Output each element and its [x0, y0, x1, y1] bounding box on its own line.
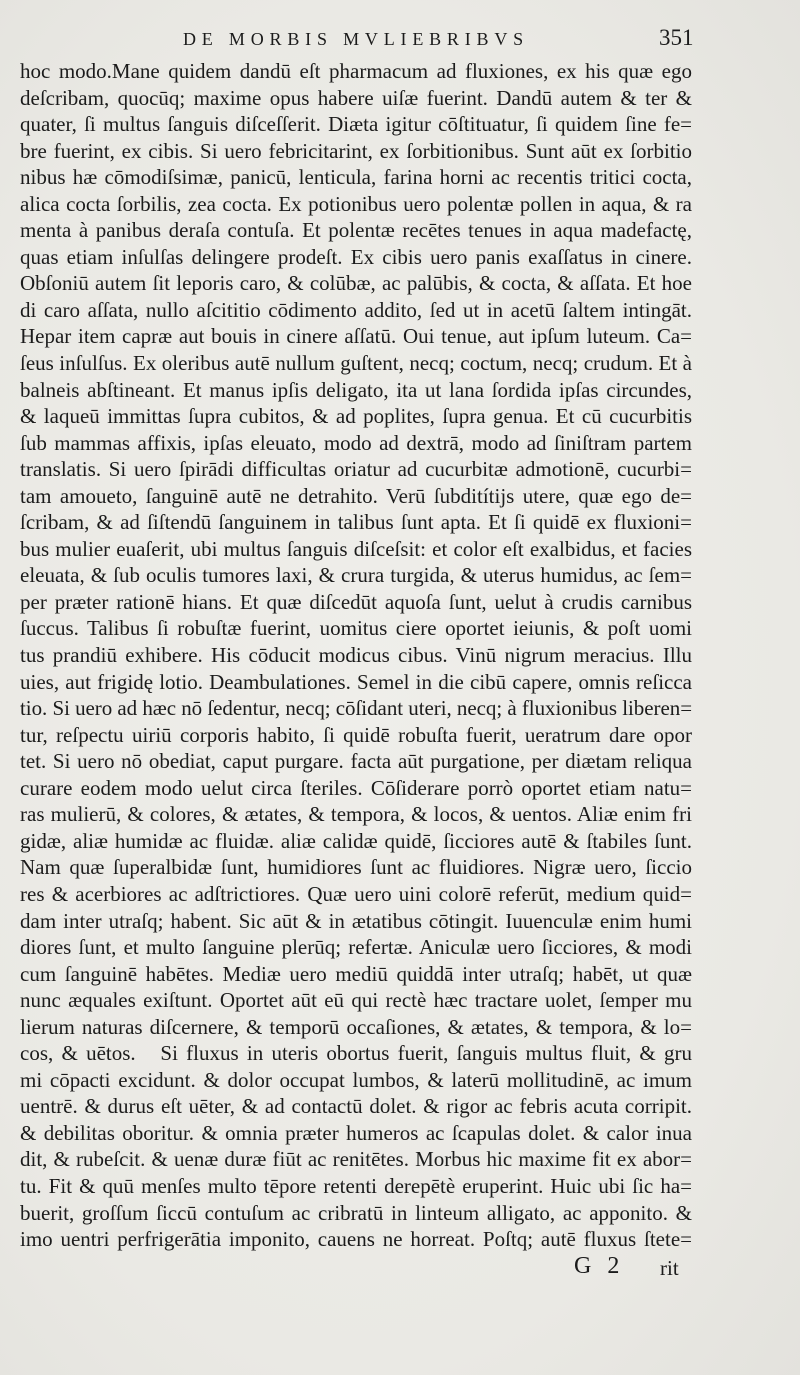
text-line	[20, 85, 692, 112]
text-line	[20, 536, 692, 563]
text-line-content: dit, & rubeſcit. & uenæ duræ fiūt ac renitētes. Morbus hic maxime fit ex abor=	[20, 1147, 692, 1172]
text-line	[20, 1093, 692, 1120]
text-line-content: ſeus inſulſus. Ex oleribus autē nullum guſtent, necq; coctum, necq; crudum. Et à	[20, 351, 692, 376]
text-line	[20, 748, 692, 775]
text-line-content: hoc modo.Mane quidem dandū eſt pharmacum ad fluxiones, ex his quæ ego	[20, 59, 692, 83]
text-line	[20, 722, 692, 749]
text-line	[20, 801, 692, 828]
text-line-content: nibus hæ cōmodiſsimæ, panicū, lenticula, farina horni ac recentis tritici cocta,	[20, 165, 692, 190]
text-line	[20, 164, 692, 191]
text-line	[20, 1226, 692, 1253]
text-line	[20, 562, 692, 589]
text-line	[20, 1173, 692, 1200]
text-line-content: imo uentri perfrigerātia imponito, cauens ne horreat. Poſtq; autē fluxus ſtete=	[20, 1227, 692, 1252]
text-line	[20, 350, 692, 377]
text-line	[20, 828, 692, 855]
text-line	[20, 403, 692, 430]
text-line-content: Obſoniū autem ſit leporis caro, & colūbæ, ac palūbis, & cocta, & aſſata. Et hoe	[20, 271, 692, 296]
catchword: rit	[660, 1256, 679, 1280]
text-line	[20, 509, 692, 536]
body-text	[20, 58, 692, 1253]
text-line-content: ſuccus. Talibus ſi robuſtæ fuerint, uomitus ciere oportet ieiunis, & poſt uomi	[20, 616, 692, 641]
text-line-content: tam amoueto, ſanguinē autē ne detrahito. Verū ſubditítijs utere, quæ ego de=	[20, 483, 692, 508]
text-line	[20, 881, 692, 908]
text-line	[20, 244, 692, 271]
text-line-content: menta à panibus deraſa contuſa. Et polentæ recētes tenues in aqua madefactę,	[20, 218, 692, 243]
text-line	[20, 961, 692, 988]
text-line	[20, 138, 692, 165]
text-line-content: uies, aut frigidę lotio. Deambulationes. Semel in die cibū capere, omnis reſicca	[20, 669, 692, 694]
text-line-content: Hepar item capræ aut bouis in cinere aſſatū. Oui tenue, aut ipſum luteum. Ca=	[20, 324, 692, 349]
text-line-content: translatis. Si uero ſpirādi difficultas oriatur ad cucurbitæ admotionē, cucurbi=	[20, 457, 692, 482]
text-line	[20, 589, 692, 616]
text-line-content: di caro aſſata, nullo aſcititio cōdimento addito, ſed ut in acetū ſaltem intingāt.	[20, 297, 692, 322]
text-line	[20, 908, 692, 935]
text-line-content: alica cocta ſorbilis, zea cocta. Ex potionibus uero polentæ pollen in aqua, & ra	[20, 191, 692, 216]
text-line	[20, 1200, 692, 1227]
text-line	[20, 270, 692, 297]
text-line	[20, 1120, 692, 1147]
text-line	[20, 934, 692, 961]
text-line-content: buerit, groſſum ſiccū contuſum ac cribratū in linteum alligato, ac apponito. &	[20, 1200, 692, 1225]
text-line-content: cum ſanguinē habētes. Mediæ uero mediū quiddā inter utraſq; habēt, ut quæ	[20, 961, 692, 986]
text-line	[20, 987, 692, 1014]
text-line	[20, 1014, 692, 1041]
text-line	[20, 217, 692, 244]
text-line	[20, 854, 692, 881]
text-line	[20, 377, 692, 404]
text-line-content: gidæ, aliæ humidæ ac fluidæ. aliæ calidæ quidē, ſicciores autē & ſtabiles ſunt.	[20, 828, 692, 853]
text-line-content: tet. Si uero nō obediat, caput purgare. facta aūt purgatione, per diætam reliqua	[20, 749, 692, 774]
text-line-content: tio. Si uero ad hæc nō ſedentur, necq; cōſidant uteri, necq; à fluxionibus liberen=	[20, 696, 692, 721]
text-line-content: ſub mammas affixis, ipſas eleuato, modo ad dextrā, modo ad ſiniſtram partem	[20, 430, 692, 455]
text-line	[20, 695, 692, 722]
text-line-content: deſcribam, quocūq; maxime opus habere uiſæ fuerint. Dandū autem & ter &	[20, 85, 692, 110]
text-line-content: ras mulierū, & colores, & ætates, & tempora, & locos, & uentos. Aliæ enim fri	[20, 802, 692, 827]
text-line	[20, 1146, 692, 1173]
text-line-content: quas etiam inſulſas delingere prodeſt. Ex cibis uero panis exaſſatus in cinere.	[20, 244, 692, 269]
text-line-content: uentrē. & durus eſt uēter, & ad contactū dolet. & rigor ac febris acuta corripit.	[20, 1094, 692, 1119]
text-line	[20, 191, 692, 218]
text-line-content: lierum naturas diſcernere, & temporū occaſiones, & ætates, & tempora, & lo=	[20, 1014, 692, 1039]
text-line-content: diores ſunt, et multo ſanguine plerūq; refertæ. Aniculæ uero ſicciores, & modi	[20, 935, 692, 960]
text-line-content: curare eodem modo uelut circa ſteriles. Cōſiderare porrò oportet etiam natu=	[20, 775, 692, 800]
text-line-content: tu. Fit & quū menſes multo tēpore retenti derepētè eruperint. Huic ubi ſic ha=	[20, 1173, 692, 1198]
text-line	[20, 323, 692, 350]
signature-mark: G 2	[574, 1253, 620, 1279]
text-line-content: ſcribam, & ad ſiſtendū ſanguinem in talibus ſunt apta. Et ſi quidē ex fluxioni=	[20, 510, 692, 535]
text-line	[20, 456, 692, 483]
running-title: DE MORBIS MVLIEBRIBVS	[183, 29, 529, 49]
text-line	[20, 775, 692, 802]
text-line-content: & debilitas oboritur. & omnia præter humeros ac ſcapulas dolet. & calor inua	[20, 1120, 692, 1145]
text-line	[20, 297, 692, 324]
text-line	[20, 1067, 692, 1094]
text-line	[20, 111, 692, 138]
text-line-content: mi cōpacti excidunt. & dolor occupat lumbos, & laterū mollitudinē, ac imum	[20, 1067, 692, 1092]
text-line	[20, 1040, 692, 1067]
text-line-content: per præter rationē hians. Et quæ diſcedūt aquoſa ſunt, uelut à crudis carnibus	[20, 589, 692, 614]
text-line-content: bus mulier euaſerit, ubi multus ſanguis diſceſsit: et color eſt exalbidus, et facies	[20, 536, 692, 561]
text-line	[20, 642, 692, 669]
text-line	[20, 483, 692, 510]
text-line	[20, 430, 692, 457]
text-line	[20, 669, 692, 696]
text-line-content: bre fuerint, ex cibis. Si uero febricitarint, ex ſorbitionibus. Sunt aūt ex ſorbitio	[20, 138, 692, 163]
text-line-content: quater, ſi multus ſanguis diſceſſerit. Diæta igitur cōſtituatur, ſi quidem ſine fe=	[20, 112, 692, 137]
text-line-content: cos, & uētos. Si fluxus in uteris obortus fuerit, ſanguis multus fluit, & gru	[20, 1041, 692, 1066]
text-line-content: Nam quæ ſuperalbidæ ſunt, humidiores ſunt ac fluidiores. Nigræ uero, ſiccio	[20, 855, 692, 880]
text-line-content: nunc æquales exiſtunt. Oportet aūt eū qui rectè hæc tractare uolet, ſemper mu	[20, 988, 692, 1013]
text-line-content: tur, reſpectu uiriū corporis habito, ſi quidē robuſta fuerit, ueratrum dare opor	[20, 722, 692, 747]
text-line-content: dam inter utraſq; habent. Sic aūt & in ætatibus cōtingit. Iuuenculæ enim humi	[20, 908, 692, 933]
text-line-content: res & acerbiores ac adſtrictiores. Quæ uero uini colorē referūt, medium quid=	[20, 881, 692, 906]
text-line-content: & laqueū immittas ſupra cubitos, & ad poplites, ſupra genua. Et cū cucurbitis	[20, 404, 692, 429]
text-line-content: balneis abſtineant. Et manus ipſis deligato, ita ut lana ſordida ipſas circundes,	[20, 377, 692, 402]
text-line-content: tus prandiū exhibere. His cōducit modicus cibus. Vinū nigrum meracius. Illu	[20, 643, 692, 668]
text-line	[20, 58, 692, 85]
text-line	[20, 615, 692, 642]
page-number: 351	[659, 25, 694, 50]
text-line-content: eleuata, & ſub oculis tumores laxi, & crura turgida, & uterus humidus, ac ſem=	[20, 563, 692, 588]
